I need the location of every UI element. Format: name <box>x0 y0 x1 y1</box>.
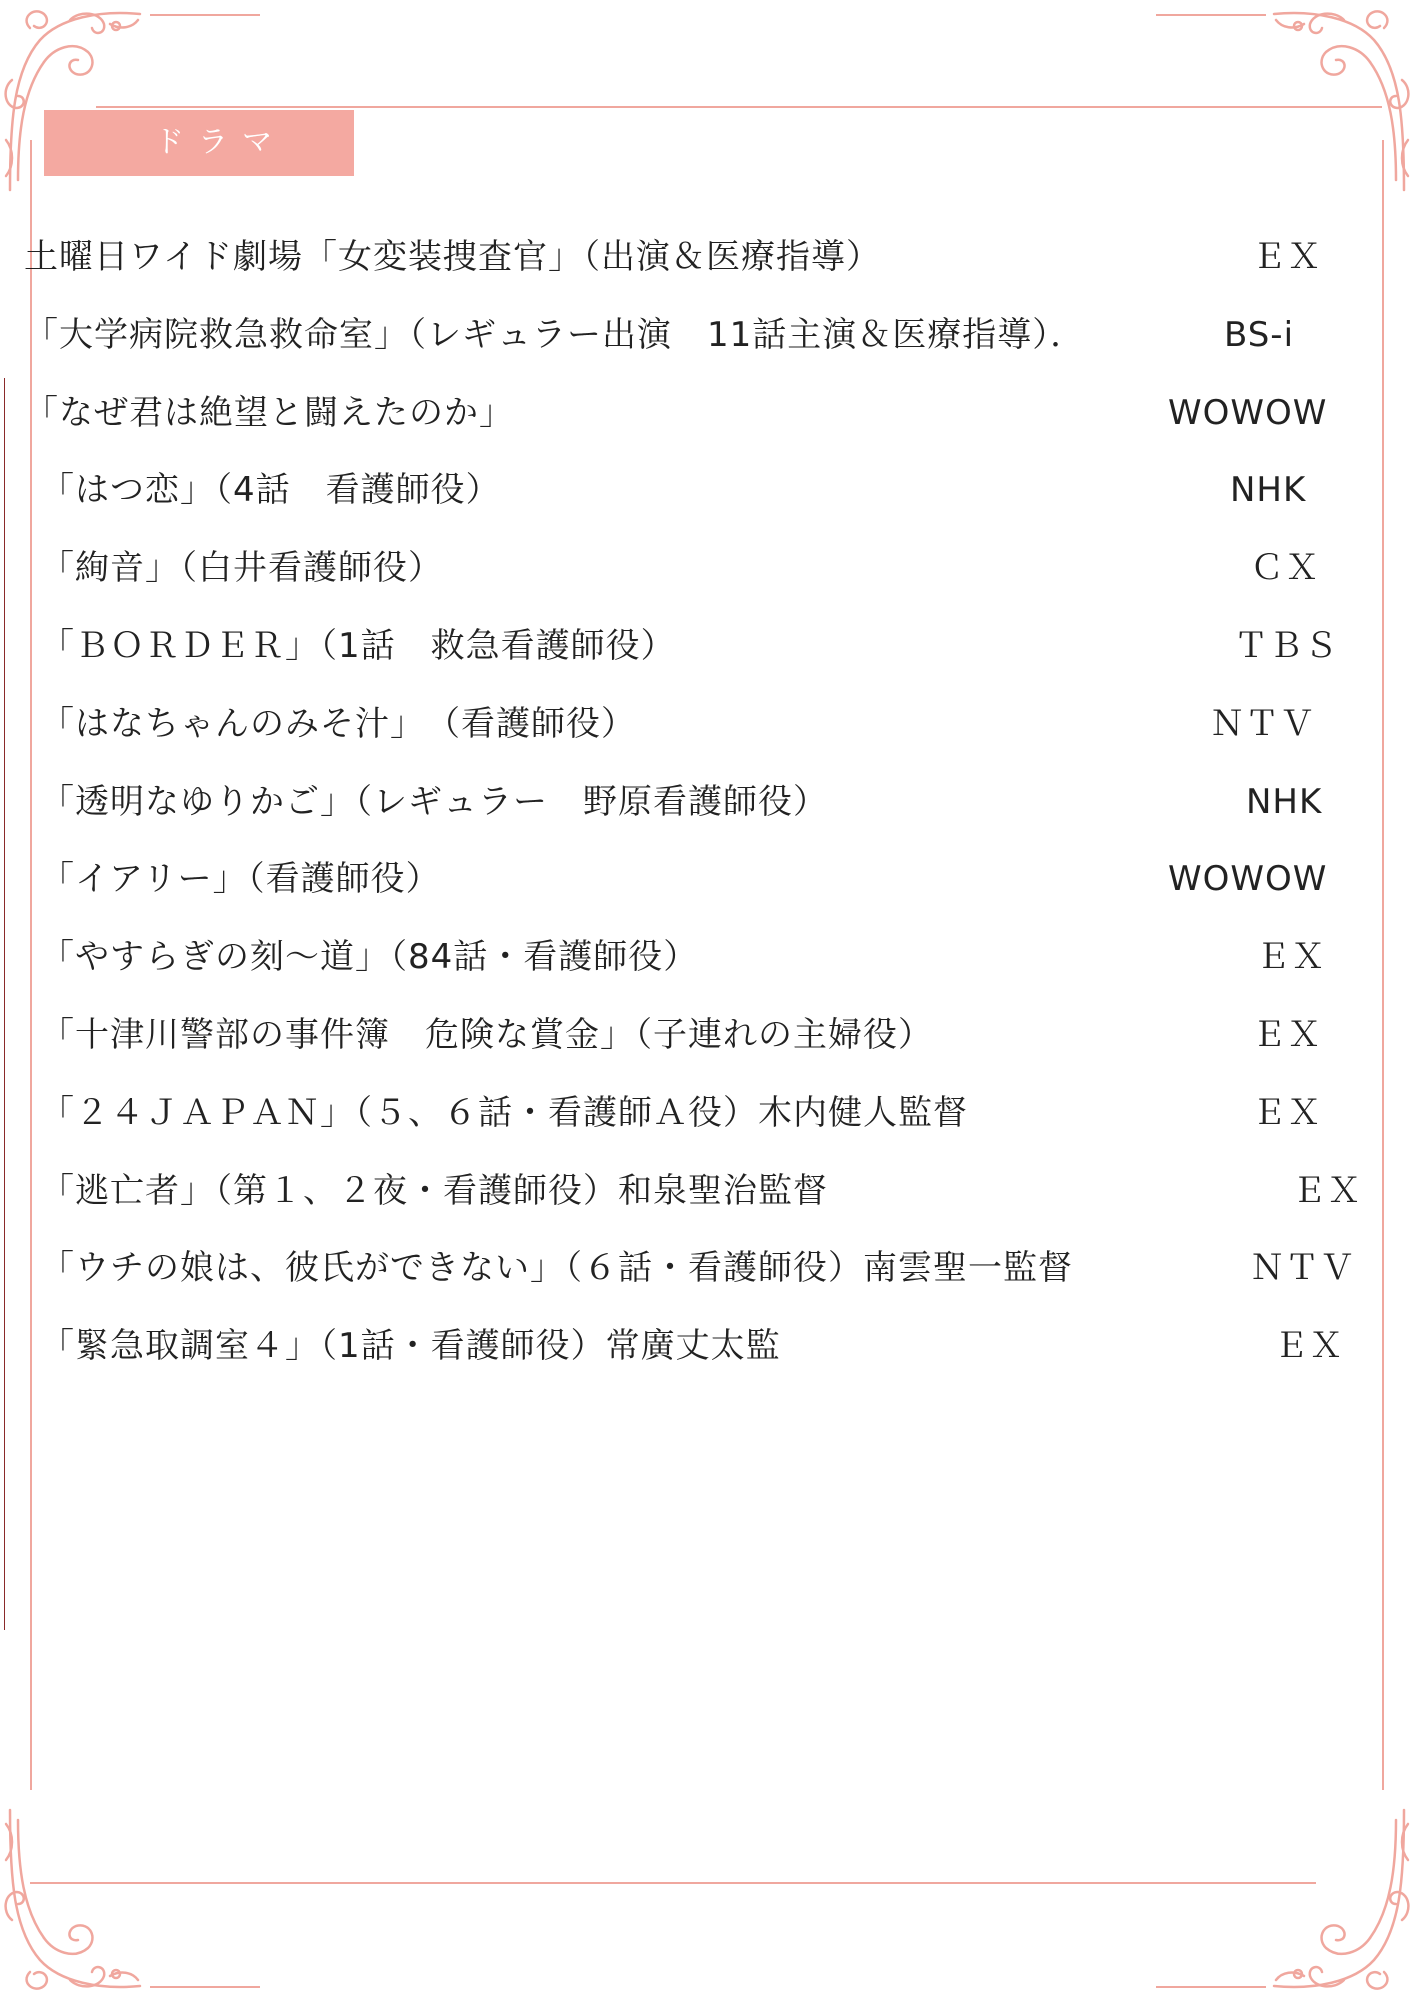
list-item <box>0 465 1414 543</box>
list-item <box>0 1010 1414 1088</box>
entry-title: 「２４ＪＡＰＡＮ」（５、６話・看護師Ａ役）木内健人監督 <box>40 1092 968 1133</box>
entry-network: ＮＴＶ <box>1210 703 1315 744</box>
drama-list <box>0 232 1414 1399</box>
frame-bottom-line <box>30 1882 1316 1884</box>
entry-network: WOWOW <box>1168 859 1328 900</box>
entry-network: ＣＸ <box>1250 548 1320 589</box>
entry-title: 「ＢＯＲＤＥＲ」（1話 救急看護師役） <box>40 625 676 666</box>
list-item <box>0 1243 1414 1321</box>
entry-title: 「やすらぎの刻～道」（84話・看護師役） <box>40 937 699 978</box>
list-item <box>0 310 1414 388</box>
entry-title: 「逃亡者」（第１、２夜・看護師役）和泉聖治監督 <box>40 1170 828 1211</box>
entry-title: 「透明なゆりかご」（レギュラー 野原看護師役） <box>40 781 828 822</box>
entry-title: 「絢音」（白井看護師役） <box>40 548 443 589</box>
frame-bottom-outer-line-right <box>1156 1986 1266 1988</box>
list-item <box>0 621 1414 699</box>
entry-title: 土曜日ワイド劇場「女変装捜査官」（出演＆医療指導） <box>24 237 881 277</box>
entry-title: 「大学病院救急救命室」（レギュラー出演 11話主演＆医療指導）． <box>24 314 1086 355</box>
entry-title: 「ウチの娘は、彼氏ができない」（６話・看護師役）南雲聖一監督 <box>40 1248 1073 1289</box>
entry-title: 「十津川警部の事件簿 危険な賞金」（子連れの主婦役） <box>40 1014 933 1055</box>
entry-network: WOWOW <box>1168 392 1328 433</box>
list-item <box>0 1166 1414 1244</box>
list-item <box>0 1321 1414 1399</box>
frame-top-outer-line-right <box>1156 14 1266 16</box>
entry-network: ＥＸ <box>1292 1170 1362 1211</box>
entry-network: ＥＸ <box>1252 1092 1322 1133</box>
entry-network: ＥＸ <box>1274 1326 1344 1367</box>
list-item <box>0 932 1414 1010</box>
list-item <box>0 388 1414 466</box>
list-item <box>0 232 1414 310</box>
frame-bottom-outer-line <box>150 1986 260 1988</box>
entry-network: BS‐i <box>1224 314 1295 355</box>
entry-title: 「はなちゃんのみそ汁」 （看護師役） <box>40 703 636 744</box>
entry-network: ＥＸ <box>1256 937 1326 978</box>
frame-top-line <box>96 106 1382 108</box>
swirl-flourish-icon <box>0 1800 150 2000</box>
entry-network: NHK <box>1246 781 1323 822</box>
entry-title: 「緊急取調室４」（1話・看護師役）常廣丈太監 <box>40 1326 781 1367</box>
section-tab-drama: ドラマ <box>44 110 354 176</box>
frame-top-outer-line <box>150 14 260 16</box>
entry-network: NHK <box>1230 470 1307 511</box>
swirl-flourish-icon <box>1264 0 1414 200</box>
list-item <box>0 777 1414 855</box>
entry-network: ＮＴＶ <box>1250 1248 1355 1289</box>
entry-network: ＴＢＳ <box>1234 625 1339 666</box>
list-item <box>0 699 1414 777</box>
entry-title: 「イアリー」（看護師役） <box>40 859 441 900</box>
entry-network: ＥＸ <box>1252 237 1322 277</box>
entry-network: ＥＸ <box>1252 1014 1322 1055</box>
entry-title: 「はつ恋」（4話 看護師役） <box>40 470 501 511</box>
swirl-flourish-icon <box>1264 1800 1414 2000</box>
list-item <box>0 854 1414 932</box>
list-item <box>0 543 1414 621</box>
entry-title: 「なぜ君は絶望と闘えたのか」 <box>24 392 514 433</box>
list-item <box>0 1088 1414 1166</box>
